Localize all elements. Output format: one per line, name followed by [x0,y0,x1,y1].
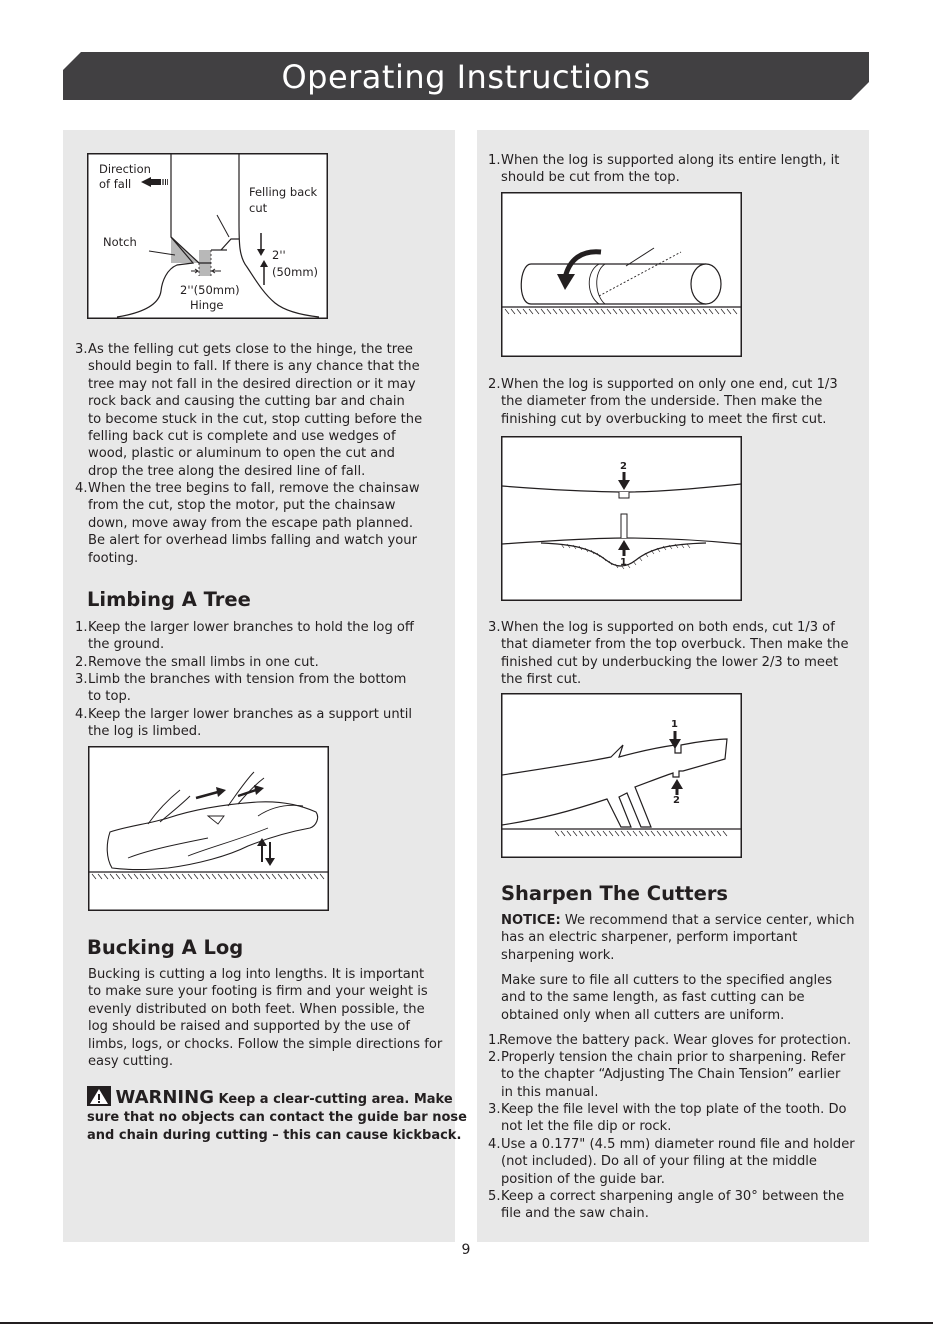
text-line: Remove the battery pack. Wear gloves for protection. [499,1033,852,1048]
cut-2-label: 2 [620,461,627,472]
text-line: to top. [88,689,131,705]
text-line: (not included). Do all of your filing at the middle [501,1154,817,1170]
cut-2-label: 2 [673,795,680,806]
text-line: in this manual. [501,1084,599,1100]
warning-text: and chain during cutting – this can cause kickback. [87,1128,462,1143]
list-number: 4. [488,1137,501,1152]
text-line: drop the tree along the desired line of fall. [88,463,366,479]
list-number: 2. [488,1050,501,1065]
text-line: As the felling cut gets close to the hinge, the tree [88,342,413,357]
text-line: Keep a correct sharpening angle of 30° between the [501,1189,845,1204]
felling-back-cut-label: cut [249,201,268,215]
sharpen-heading: Sharpen The Cutters [501,882,729,905]
text-line: When the tree begins to fall, remove the chainsaw [88,481,420,496]
text-line: evenly distributed on both feet. When possible, the [88,1001,425,1017]
height-mm-label: (50mm) [272,265,319,279]
list-item [501,1049,845,1101]
sharpen-notice [501,912,861,964]
warning-icon [87,1086,111,1106]
text-line: Keep the larger lower branches to hold the log off [88,620,414,635]
list-number: 3. [75,342,88,357]
sharpen-steps [488,1032,863,1222]
log-full-drawing [501,192,742,357]
text-line: file and the saw chain. [501,1206,649,1222]
text-line: finished cut by underbucking the lower 2/3 to meet [501,654,839,670]
list-number: 2. [488,377,501,392]
list-item [501,1136,855,1188]
text-line: should be cut from the top. [501,170,680,186]
text-line: footing. [88,550,139,566]
cut-1-label: 1 [620,557,627,568]
text-line: Keep the larger lower branches as a support until [88,707,413,722]
text-line: and to the same length, as fast cutting can be [501,990,805,1006]
sharpen-paragraph [501,972,861,1024]
list-item [88,671,406,706]
warning-text: Keep a clear-cutting area. Make [218,1092,453,1107]
text-line: Properly tension the chain prior to sharpening. Refer [501,1050,846,1065]
text-line: Make sure to file all cutters to the specified angles [501,973,833,988]
text-line: that diameter from the top overbuck. Then make the [501,637,849,653]
text-line: the ground. [88,637,165,653]
text-line: felling back cut is complete and use wedges of [88,429,396,445]
list-number: 5. [488,1189,501,1204]
list-number: 1. [488,1033,501,1048]
text-line: to the chapter “Adjusting The Chain Tension” earlier [501,1067,841,1083]
limbing-steps [75,619,450,741]
page-title: Operating Instructions [281,58,651,96]
limbing-illustration-drawing [88,746,329,911]
text-line: finishing cut by overbucking to meet the first cut. [501,411,827,427]
text-line: obtained only when all cutters are uniform. [501,1007,785,1023]
text-line: Remove the small limbs in one cut. [88,655,319,670]
text-line: sharpening work. [501,947,615,963]
text-line: to become stuck in the cut, stop cutting before the [88,411,423,427]
hinge-width-label: 2''(50mm) [180,283,240,297]
text-line: should begin to fall. If there is any chance that the [88,359,420,375]
text-line: easy cutting. [88,1054,173,1070]
text-line: position of the guide bar. [501,1171,665,1187]
warning-box [87,1086,467,1145]
list-number: 3. [488,1102,501,1117]
notch-label: Notch [103,235,137,249]
bucking-heading: Bucking A Log [87,936,244,959]
text-line: the log is limbed. [88,724,202,740]
text-line: When the log is supported on only one end, cut 1/3 [501,377,838,392]
list-number: 4. [75,481,88,496]
cut-1-label: 1 [671,719,678,730]
text-line: Use a 0.177" (4.5 mm) diameter round file and holder [501,1137,855,1152]
text-line: We recommend that a service center, which [560,913,855,928]
list-number: 1. [75,620,88,635]
direction-label: Direction [99,162,151,176]
log-supported-full-length-diagram [501,192,742,357]
warning-text: sure that no objects can contact the guide bar nose [87,1110,467,1125]
text-line: log should be raised and supported by the use of [88,1019,411,1035]
text-line: from the cut, stop the motor, put the chainsaw [88,498,396,514]
list-item [88,619,414,654]
text-line: When the log is supported on both ends, cut 1/3 of [501,620,835,635]
list-number: 4. [75,707,88,722]
log-supported-both-ends-diagram [501,693,742,858]
felling-diagram [87,153,328,319]
list-number: 3. [488,620,501,635]
text-line: rock back and causing the cutting bar and chain [88,394,405,410]
felling-back-label: Felling back [249,185,318,199]
text-line: down, move away from the escape path planned. [88,515,413,531]
height-label: 2'' [272,248,286,262]
bucking-paragraph [88,966,453,1070]
text-line: Keep the file level with the top plate of the tooth. Do [501,1102,847,1117]
list-item [501,1101,847,1136]
notice-label: NOTICE: [501,913,561,928]
text-line: Be alert for overhead limbs falling and watch your [88,533,417,549]
text-line: Bucking is cutting a log into lengths. It is important [88,967,425,982]
limbing-illustration [88,746,329,911]
log-supported-one-end-diagram [501,436,742,601]
warning-word: WARNING [115,1087,214,1108]
list-item [501,1188,844,1223]
text-line: tree may not fall in the desired direction or it may [88,376,416,392]
text-line: has an electric sharpener, perform important [501,930,798,946]
text-line: limbs, logs, or chocks. Follow the simple directions for [88,1036,443,1052]
of-fall-label: of fall [99,177,132,191]
text-line: wood, plastic or aluminum to open the cut and [88,446,395,462]
text-line: to make sure your footing is firm and your weight is [88,984,428,1000]
text-line: the diameter from the underside. Then make the [501,394,823,410]
hinge-label: Hinge [190,298,224,312]
text-line: the first cut. [501,672,582,688]
list-number: 1. [488,153,501,168]
text-line: not let the file dip or rock. [501,1119,672,1135]
felling-steps [75,341,450,567]
text-line: Limb the branches with tension from the bottom [88,672,407,687]
text-line: When the log is supported along its entire length, it [501,153,840,168]
list-item [88,706,412,741]
list-item [499,1032,851,1049]
page-header [63,52,869,100]
log-both-ends-drawing [501,693,742,858]
limbing-heading: Limbing A Tree [87,588,251,611]
page-number: 9 [461,1242,471,1258]
list-number: 2. [75,655,88,670]
list-number: 3. [75,672,88,687]
list-item [88,654,319,671]
